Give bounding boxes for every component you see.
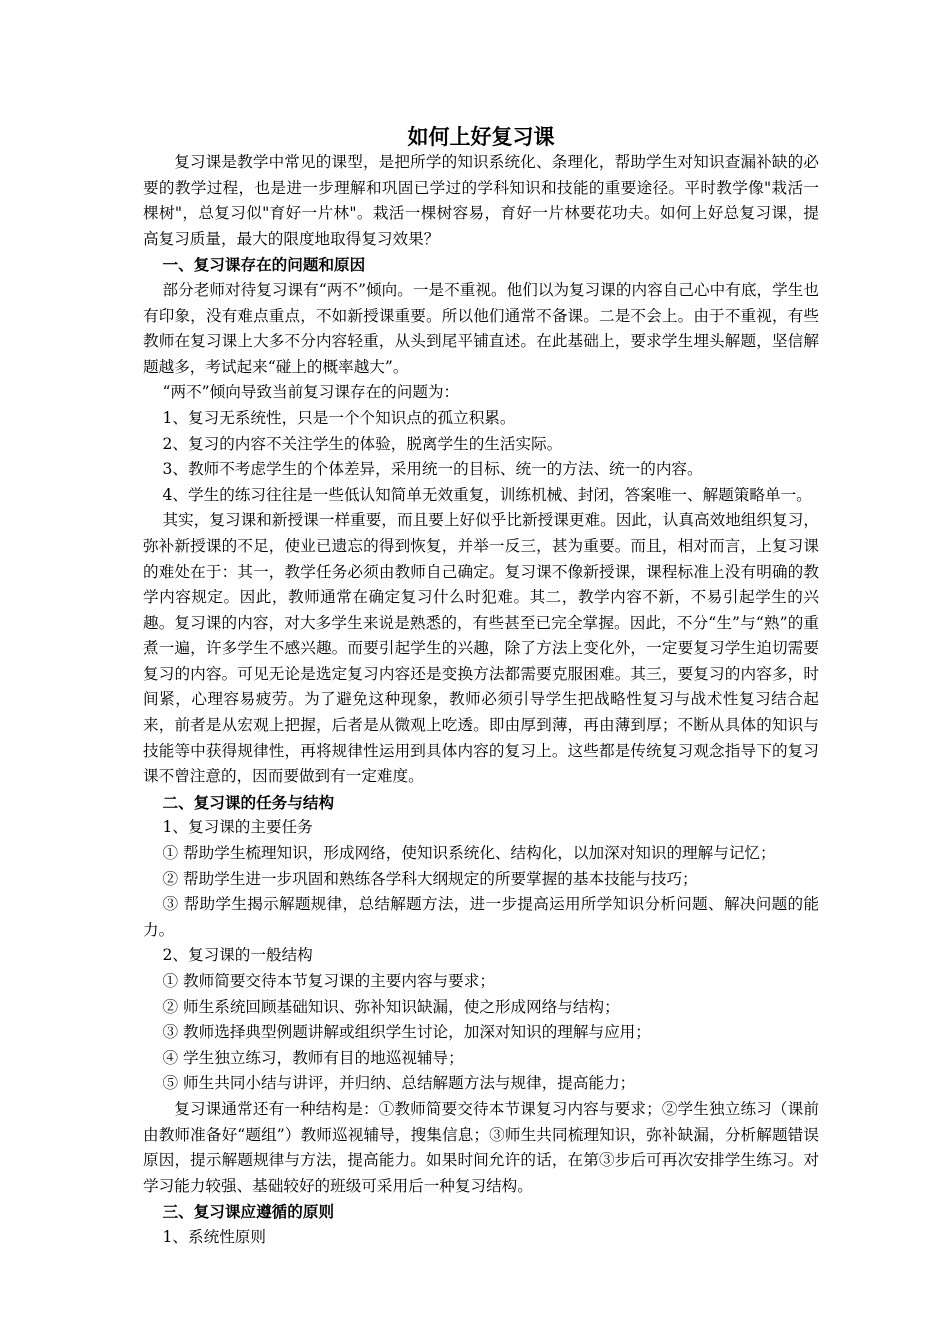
section2-heading: 二、复习课的任务与结构	[162, 792, 335, 812]
section3-subheading-1: 1、系统性原则	[162, 1227, 266, 1246]
problem-item-2: 2、复习的内容不关注学生的体验，脱离学生的生活实际。	[162, 434, 563, 453]
task-item-3: ③ 帮助学生揭示解题规律，总结解题方法，进一步提高运用所学知识分析问题、解决问题的能力。	[143, 895, 819, 939]
section1-paragraph-2: “两不”倾向导致当前复习课存在的问题为：	[162, 383, 460, 402]
document-page	[143, 122, 819, 1251]
task-item-2: ② 帮助学生进一步巩固和熟练各学科大纲规定的所要掌握的基本技能与技巧；	[162, 869, 698, 888]
section2-paragraph: 复习课通常还有一种结构是：①教师简要交待本节课复习内容与要求；②学生独立练习（课前由教师准备好“题组”）教师巡视辅导，搜集信息；③师生共同梳理知识，弥补缺漏，分析解题错误原因，提示解题规律与方法，提高能力。如果时间允许的话，在第③步后可再次安排学生练习。对学习能力较强、基础较好的班级可采用后一种复习结构。	[143, 1099, 819, 1195]
section2-subheading-2: 2、复习课的一般结构	[162, 946, 313, 965]
document-title: 如何上好复习课	[407, 124, 555, 149]
section1-paragraph-3: 其实，复习课和新授课一样重要，而且要上好似乎比新授课更难。因此，认真高效地组织复习，弥补新授课的不足，使业已遗忘的得到恢复，并举一反三，甚为重要。而且，相对而言，上复习课的难处在于：其一，教学任务必须由教师自己确定。复习课不像新授课，课程标准上没有明确的教学内容规定。因此，教师通常在确定复习什么时犯难。其二，教学内容不新，不易引起学生的兴趣。复习课的内容，对大多学生来说是熟悉的，有些甚至已完全掌握。因此，不分“生”与“熟”的重煮一遍，许多学生不感兴趣。而要引起学生的兴趣，除了方法上变化外，一定要复习学生迫切需要复习的内容。可见无论是选定复习内容还是变换方法都需要克服困难。其三，要复习的内容多，时间紧，心理容易疲劳。为了避免这种现象，教师必须引导学生把战略性复习与战术性复习结合起来，前者是从宏观上把握，后者是从微观上吃透。即由厚到薄，再由薄到厚；不断从具体的知识与技能等中获得规律性，再将规律性运用到具体内容的复习上。这些都是传统复习观念指导下的复习课不曾注意的，因而要做到有一定难度。	[143, 511, 819, 786]
section3-heading: 三、复习课应遵循的原则	[162, 1202, 335, 1222]
section1-paragraph-1: 部分老师对待复习课有“两不”倾向。一是不重视。他们以为复习课的内容自己心中有底，学生也有印象，没有难点重点，不如新授课重要。所以他们通常不备课。二是不会上。由于不重视，有些教师在复习课上大多不分内容轻重，从头到尾平铺直述。在此基础上，要求学生埋头解题，坚信解题越多，考试起来“碰上的概率越大”。	[143, 280, 819, 376]
task-item-1: ① 帮助学生梳理知识，形成网络，使知识系统化、结构化，以加深对知识的理解与记忆；	[162, 844, 776, 863]
structure-item-3: ③ 教师选择典型例题讲解或组织学生讨论，加深对知识的理解与应用；	[162, 1023, 651, 1042]
section2-subheading-1: 1、复习课的主要任务	[162, 818, 313, 837]
structure-item-5: ⑤ 师生共同小结与讲评，并归纳、总结解题方法与规律，提高能力；	[162, 1074, 636, 1093]
problem-item-4: 4、学生的练习往往是一些低认知简单无效重复，训练机械、封闭，答案唯一、解题策略单一。	[162, 485, 812, 504]
structure-item-1: ① 教师简要交待本节复习课的主要内容与要求；	[162, 972, 495, 990]
section1-heading: 一、复习课存在的问题和原因	[162, 255, 366, 275]
problem-item-3: 3、教师不考虑学生的个体差异，采用统一的目标、统一的方法、统一的内容。	[162, 460, 703, 479]
intro-paragraph: 复习课是教学中常见的课型，是把所学的知识系统化、条理化，帮助学生对知识查漏补缺的必要的教学过程，也是进一步理解和巩固已学过的学科知识和技能的重要途径。平时教学像"栽活一棵树"，总复习似"育好一片林"。栽活一棵树容易，育好一片林要花功夫。如何上好总复习课，提高复习质量，最大的限度地取得复习效果？	[143, 153, 819, 248]
structure-item-4: ④ 学生独立练习，教师有目的地巡视辅导；	[162, 1048, 464, 1067]
problem-item-1: 1、复习无系统性，只是一个个知识点的孤立积累。	[162, 408, 516, 427]
structure-item-2: ② 师生系统回顾基础知识、弥补知识缺漏，使之形成网络与结构；	[162, 997, 620, 1016]
